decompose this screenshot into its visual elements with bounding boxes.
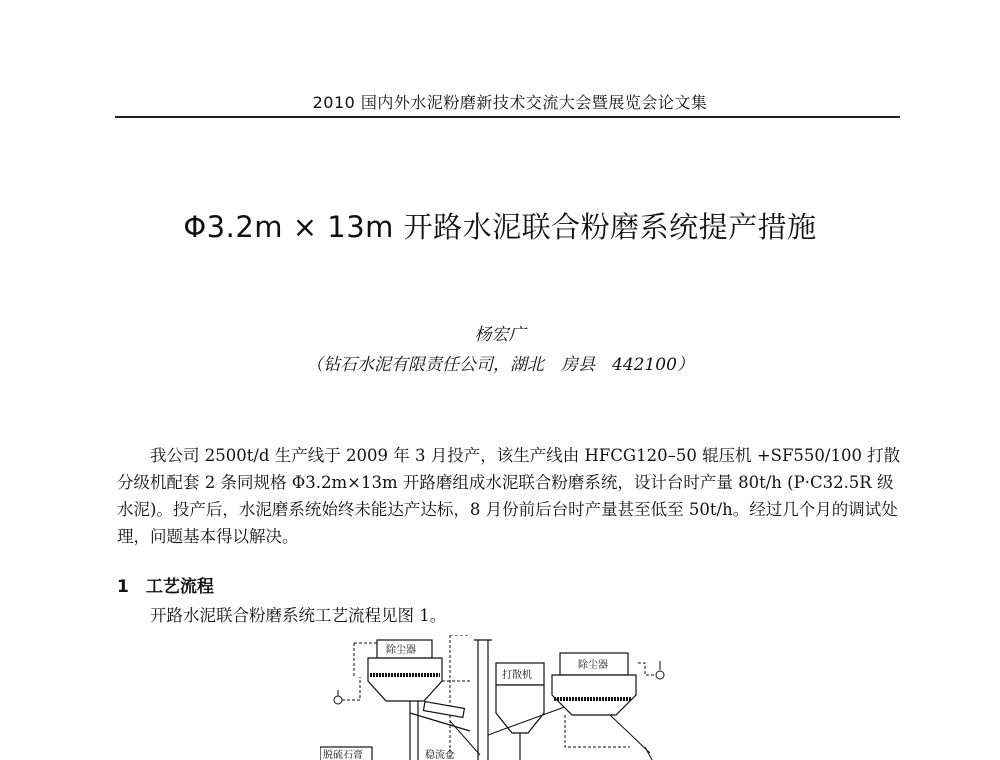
bucket-elevator	[450, 635, 492, 760]
stable-bin-label: 稳流仓	[425, 750, 455, 760]
intro-paragraph: 我公司 2500t/d 生产线于 2009 年 3 月投产，该生产线由 HFCG120–50 辊压机 +SF550/100 打散分级机配套 2 条同规格 Φ3.2m×13m 开路磨组成水泥联合粉磨系统，设计台时产量 80t/h (P·C32.5R 级水泥)。投产后，水泥磨系统始终未能达产达标，8 月份前后台时产量甚至低至 50t/h。经过几个月的调试处理，问题基本得以解决。	[117, 446, 901, 546]
disperser-label: 打散机	[502, 670, 532, 681]
section-paragraph: 开路水泥联合粉磨系统工艺流程见图 1。	[150, 606, 447, 625]
limestone-label: 脱硫石膏	[323, 750, 363, 760]
author: 杨宏广	[474, 325, 526, 345]
affiliation: （钻石水泥有限责任公司，湖北 房县 442100）	[306, 355, 694, 375]
disperser	[496, 663, 544, 760]
dust-collector-left-label: 除尘器	[386, 645, 416, 656]
running-head: 2010 国内外水泥粉磨新技术交流大会暨展览会论文集	[312, 93, 708, 112]
process-flow-diagram	[320, 635, 700, 760]
section-heading: 1 工艺流程	[117, 577, 214, 597]
process-flow-figure	[320, 635, 700, 760]
dust-collector-right	[552, 653, 636, 715]
limestone-box	[320, 747, 372, 760]
header-rule	[115, 116, 900, 118]
dust-collector-right-label: 除尘器	[578, 660, 608, 671]
article-title: Φ3.2m × 13m 开路水泥联合粉磨系统提产措施	[183, 210, 817, 244]
dust-collector-left	[368, 640, 442, 701]
